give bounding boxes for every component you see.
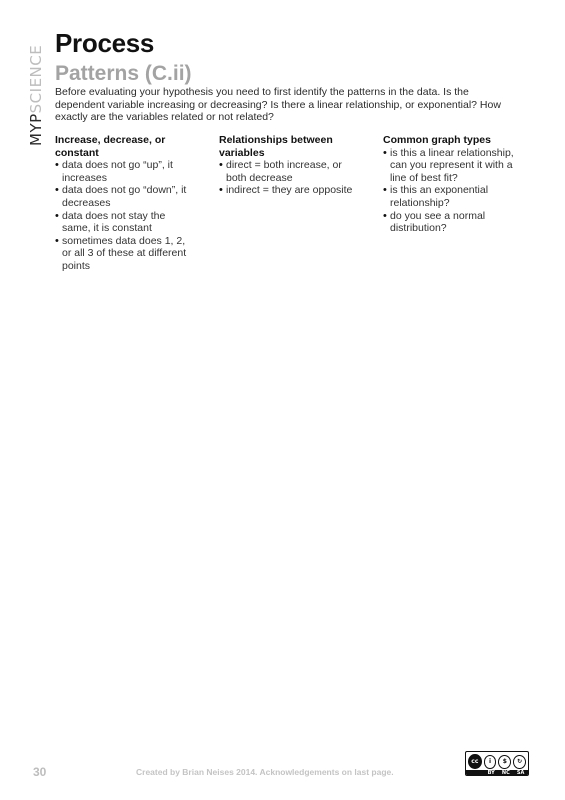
column-relationships (219, 134, 359, 197)
noncommercial-icon: $ (498, 755, 511, 769)
list-item: • is this a linear relationship, can you represent it with a line of best fit? (383, 147, 525, 185)
list-item: • do you see a normal distribution? (383, 210, 525, 235)
column-graph-types (383, 134, 525, 235)
sharealike-icon: ↻ (513, 755, 526, 769)
list-item: • is this an exponential relationship? (383, 184, 525, 209)
list-item: • data does not go “down”, it decreases (55, 184, 190, 209)
cc-by-nc-sa-icon (465, 751, 529, 776)
column-heading: Increase, decrease, or constant (55, 134, 166, 159)
license-sa: SA (516, 770, 525, 776)
page-number: 30 (33, 765, 47, 779)
attribution-icon: i (484, 755, 497, 769)
brand-my: MYP (27, 113, 45, 146)
license-nc: NC (501, 770, 510, 776)
cc-icon: cc (468, 754, 482, 769)
list-item: • data does not go “up”, it increases (55, 159, 190, 184)
license-by: BY (487, 770, 495, 776)
column-heading: Relationships between variables (219, 134, 333, 159)
brand-science: SCIENCE (27, 44, 45, 114)
list-item: • data does not stay the same, it is constant (55, 210, 190, 235)
page-subtitle: Patterns (C.ii) (55, 62, 192, 85)
list-item: • sometimes data does 1, 2, or all 3 of these at different points (55, 235, 190, 273)
list-item: • indirect = they are opposite (219, 184, 359, 197)
column-heading: Common graph types (383, 134, 491, 146)
myp-science-label (27, 45, 45, 146)
column-increase-decrease (55, 134, 190, 273)
page-title: Process (55, 28, 155, 58)
list-item: • direct = both increase, or both decrease (219, 159, 359, 184)
intro-paragraph: Before evaluating your hypothesis you need to first identify the patterns in the data. Is the dependent variable increasing or decreasing? Is there a linear relationship, or exponential? How exactly are the variables related or not related? (55, 86, 501, 123)
footer-credit: Created by Brian Neises 2014. Acknowledgements on last page. (136, 767, 394, 777)
bullet-list (383, 147, 525, 235)
bullet-list (55, 159, 190, 272)
bullet-list (219, 159, 359, 197)
